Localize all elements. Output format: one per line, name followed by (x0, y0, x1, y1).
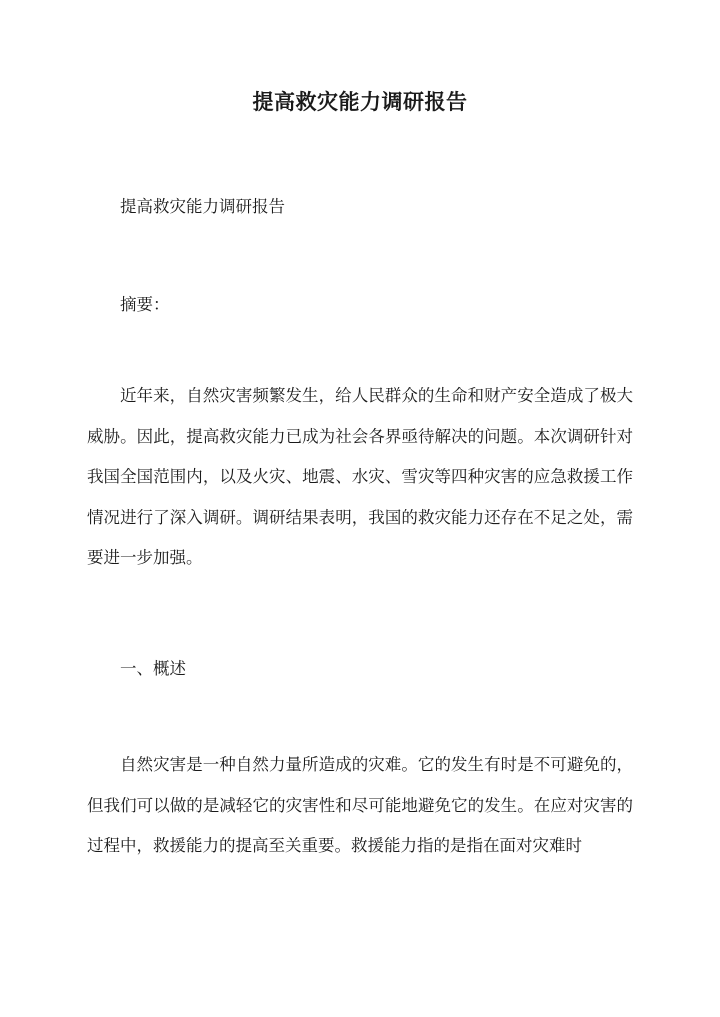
report-subtitle: 提高救灾能力调研报告 (120, 197, 285, 216)
abstract-label: 摘要： (120, 295, 170, 314)
section-heading-overview: 一、概述 (120, 659, 186, 678)
document-title: 提高救灾能力调研报告 (252, 89, 468, 114)
abstract-paragraph: 近年来，自然灾害频繁发生，给人民群众的生命和财产安全造成了极大威胁。因此，提高救灾能力已成为社会各界亟待解决的问题。本次调研针对我国全国范围内，以及火灾、地震、水灾、雪灾等四种灾害的应急救援工作情况进行了深入调研。调研结果表明，我国的救灾能力还存在不足之处，需要进一步加强。 (87, 386, 633, 567)
overview-paragraph: 自然灾害是一种自然力量所造成的灾难。它的发生有时是不可避免的，但我们可以做的是减轻它的灾害性和尽可能地避免它的发生。在应对灾害的过程中，救援能力的提高至关重要。救援能力指的是指在面对灾难时 (87, 755, 633, 855)
